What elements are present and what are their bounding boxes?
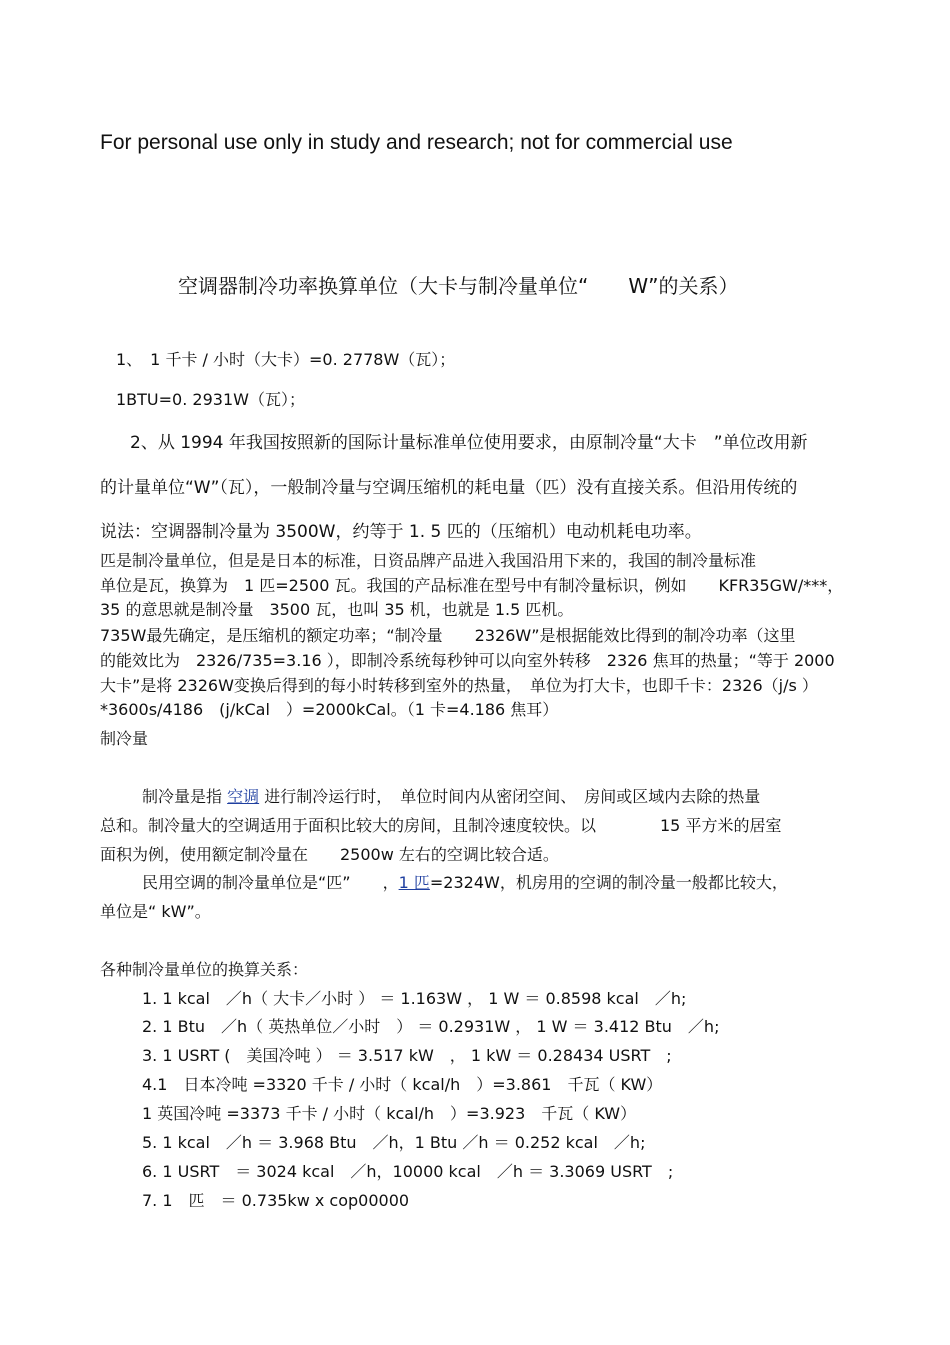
paragraph-line: 总和。制冷量大的空调适用于面积比较大的房间，且制冷速度较快。以 15 平方米的居室 [100,816,782,835]
paragraph-line: 1、 1 千卡 / 小时（大卡）=0. 2778W（瓦）； [116,350,456,369]
paragraph-line: 说法：空调器制冷量为 3500W，约等于 1. 5 匹的（压缩机）电动机耗电功率。 [100,522,702,542]
list-item: 5. 1 kcal ／h ＝ 3.968 Btu ／h，1 Btu ／h ＝ 0.252 kcal ／h; [142,1133,646,1152]
paragraph-line: 2、从 1994 年我国按照新的国际计量标准单位使用要求，由原制冷量“大卡 ”单位改用新 [130,433,808,453]
paragraph-line: 的能效比为 2326/735=3.16 ），即制冷系统每秒钟可以向室外转移 2326 焦耳的热量；“等于 2000 [100,651,835,670]
section-heading: 各种制冷量单位的换算关系： [100,960,309,979]
paragraph-line: 匹是制冷量单位，但是是日本的标准，日资品牌产品进入我国沿用下来的，我国的制冷量标准 [100,551,757,570]
text-segment: 民用空调的制冷量单位是“匹” ， [142,873,399,892]
paragraph-line: *3600s/4186 (j/kCal ）=2000kCal。（1 卡=4.186 焦耳） [100,700,559,719]
paragraph-line: 的计量单位“W”（瓦），一般制冷量与空调压缩机的耗电量（匹）没有直接关系。但沿用传统的 [100,478,798,498]
usage-notice: For personal use only in study and research; not for commercial use [100,131,733,154]
list-item: 1. 1 kcal ／h（ 大卡／小时 ） ＝ 1.163W ， 1 W ＝ 0.8598 kcal ／h; [142,989,687,1008]
paragraph-line: 1BTU=0. 2931W（瓦）； [116,390,305,409]
paragraph-line [142,873,788,893]
aircon-link[interactable]: 空调 [227,787,260,806]
paragraph-line: 单位是“ kW”。 [100,902,211,921]
list-item: 3. 1 USRT ( 美国冷吨 ） ＝ 3.517 kW ， 1 kW ＝ 0.28434 USRT ; [142,1046,672,1065]
list-item: 6. 1 USRT ＝ 3024 kcal ／h，10000 kcal ／h ＝ 3.3069 USRT ; [142,1162,674,1181]
text-segment: 进行制冷运行时， 单位时间内从密闭空间、 房间或区域内去除的热量 [264,787,761,806]
text-segment: =2324W，机房用的空调的制冷量一般都比较大， [429,873,788,892]
paragraph-line: 单位是瓦，换算为 1 匹=2500 瓦。我国的产品标准在型号中有制冷量标识，例如 KFR35GW/***， [100,576,844,595]
paragraph-line: 面积为例，使用额定制冷量在 2500w 左右的空调比较合适。 [100,845,559,864]
list-item: 7. 1 匹 ＝ 0.735kw x cop00000 [142,1191,410,1210]
paragraph-line [142,787,760,807]
paragraph-line: 735W最先确定，是压缩机的额定功率；“制冷量 2326W”是根据能效比得到的制冷功率（这里 [100,626,796,645]
paragraph-line: 大卡”是将 2326W变换后得到的每小时转移到室外的热量， 单位为打大卡，也即千卡：2326（j/s ） [100,676,818,695]
one-pi-link[interactable]: 1 匹 [398,873,430,892]
list-item: 4.1 日本冷吨 =3320 千卡 / 小时（ kcal/h ）=3.861 千瓦（ KW） [142,1075,663,1094]
text-segment: 制冷量是指 [142,787,223,806]
list-item: 2. 1 Btu ／h（ 英热单位／小时 ） ＝ 0.2931W ， 1 W ＝ 3.412 Btu ／h; [142,1017,720,1036]
document-title: 空调器制冷功率换算单位（大卡与制冷量单位“ W”的关系） [178,274,739,298]
list-item: 1 英国冷吨 =3373 千卡 / 小时（ kcal/h ）=3.923 千瓦（ KW） [142,1104,637,1123]
section-heading: 制冷量 [100,729,149,748]
paragraph-line: 35 的意思就是制冷量 3500 瓦，也叫 35 机，也就是 1.5 匹机。 [100,600,574,619]
